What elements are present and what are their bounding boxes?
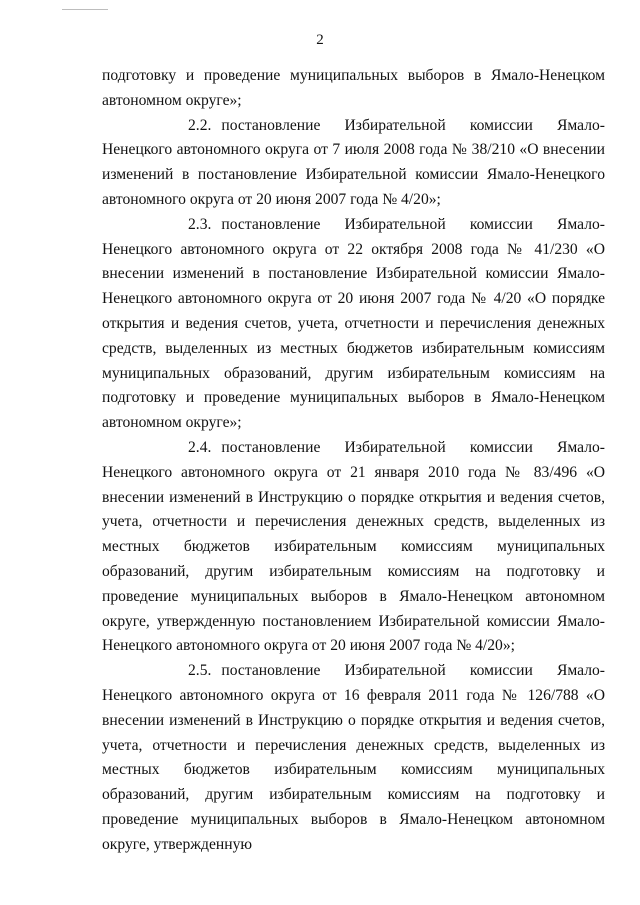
list-item-2-4 xyxy=(102,436,605,659)
list-item-number: 2.5. xyxy=(188,662,212,680)
list-item-number: 2.3. xyxy=(188,215,212,233)
scan-corner-mark xyxy=(62,9,108,10)
list-item-number: 2.4. xyxy=(188,438,212,456)
paragraph-text: подготовку и проведение муниципальных выборов в Ямало-Ненецком автономном округе»; xyxy=(102,67,605,109)
paragraph-text: постановление Избирательной комиссии Ямало-Ненецкого автономного округа от 16 февраля 2011 года № 126/788 «О внесении изменений в Инструкцию о порядке открытия и ведения счетов, учета, отчетности и перечисления денежных средств, выделенных из местных бюджетов избирательным комиссиям муниципальных образований, другим избирательным комиссиям на подготовку и проведение муниципальных выборов в Ямало-Ненецком автономном округе, утвержденную xyxy=(102,662,605,853)
document-body xyxy=(102,64,605,858)
list-item-2-5 xyxy=(102,659,605,857)
page-number: 2 xyxy=(316,32,324,48)
list-item-2-2 xyxy=(102,114,605,213)
paragraph-continuation xyxy=(102,64,605,114)
list-item-number: 2.2. xyxy=(188,116,212,134)
paragraph-text: постановление Избирательной комиссии Ямало-Ненецкого автономного округа от 22 октября 2008 года № 41/230 «О внесении изменений в постановление Избирательной комиссии Ямало-Ненецкого автономного округа от 20 июня 2007 года № 4/20 «О порядке открытия и ведения счетов, учета, отчетности и перечисления денежных средств, выделенных из местных бюджетов избирательным комиссиям муниципальных образований, другим избирательным комиссиям на подготовку и проведение муниципальных выборов в Ямало-Ненецком автономном округе»; xyxy=(102,215,605,432)
paragraph-text: постановление Избирательной комиссии Ямало-Ненецкого автономного округа от 7 июля 2008 года № 38/210 «О внесении изменений в постановление Избирательной комиссии Ямало-Ненецкого автономного округа от 20 июня 2007 года № 4/20»; xyxy=(102,116,605,208)
list-item-2-3 xyxy=(102,213,605,436)
paragraph-text: постановление Избирательной комиссии Ямало-Ненецкого автономного округа от 21 января 2010 года № 83/496 «О внесении изменений в Инструкцию о порядке открытия и ведения счетов, учета, отчетности и перечисления денежных средств, выделенных из местных бюджетов избирательным комиссиям муниципальных образований, другим избирательным комиссиям на подготовку и проведение муниципальных выборов в Ямало-Ненецком автономном округе, утвержденную постановлением Избирательной комиссии Ямало-Ненецкого автономного округа от 20 июня 2007 года № 4/20»; xyxy=(102,438,605,655)
